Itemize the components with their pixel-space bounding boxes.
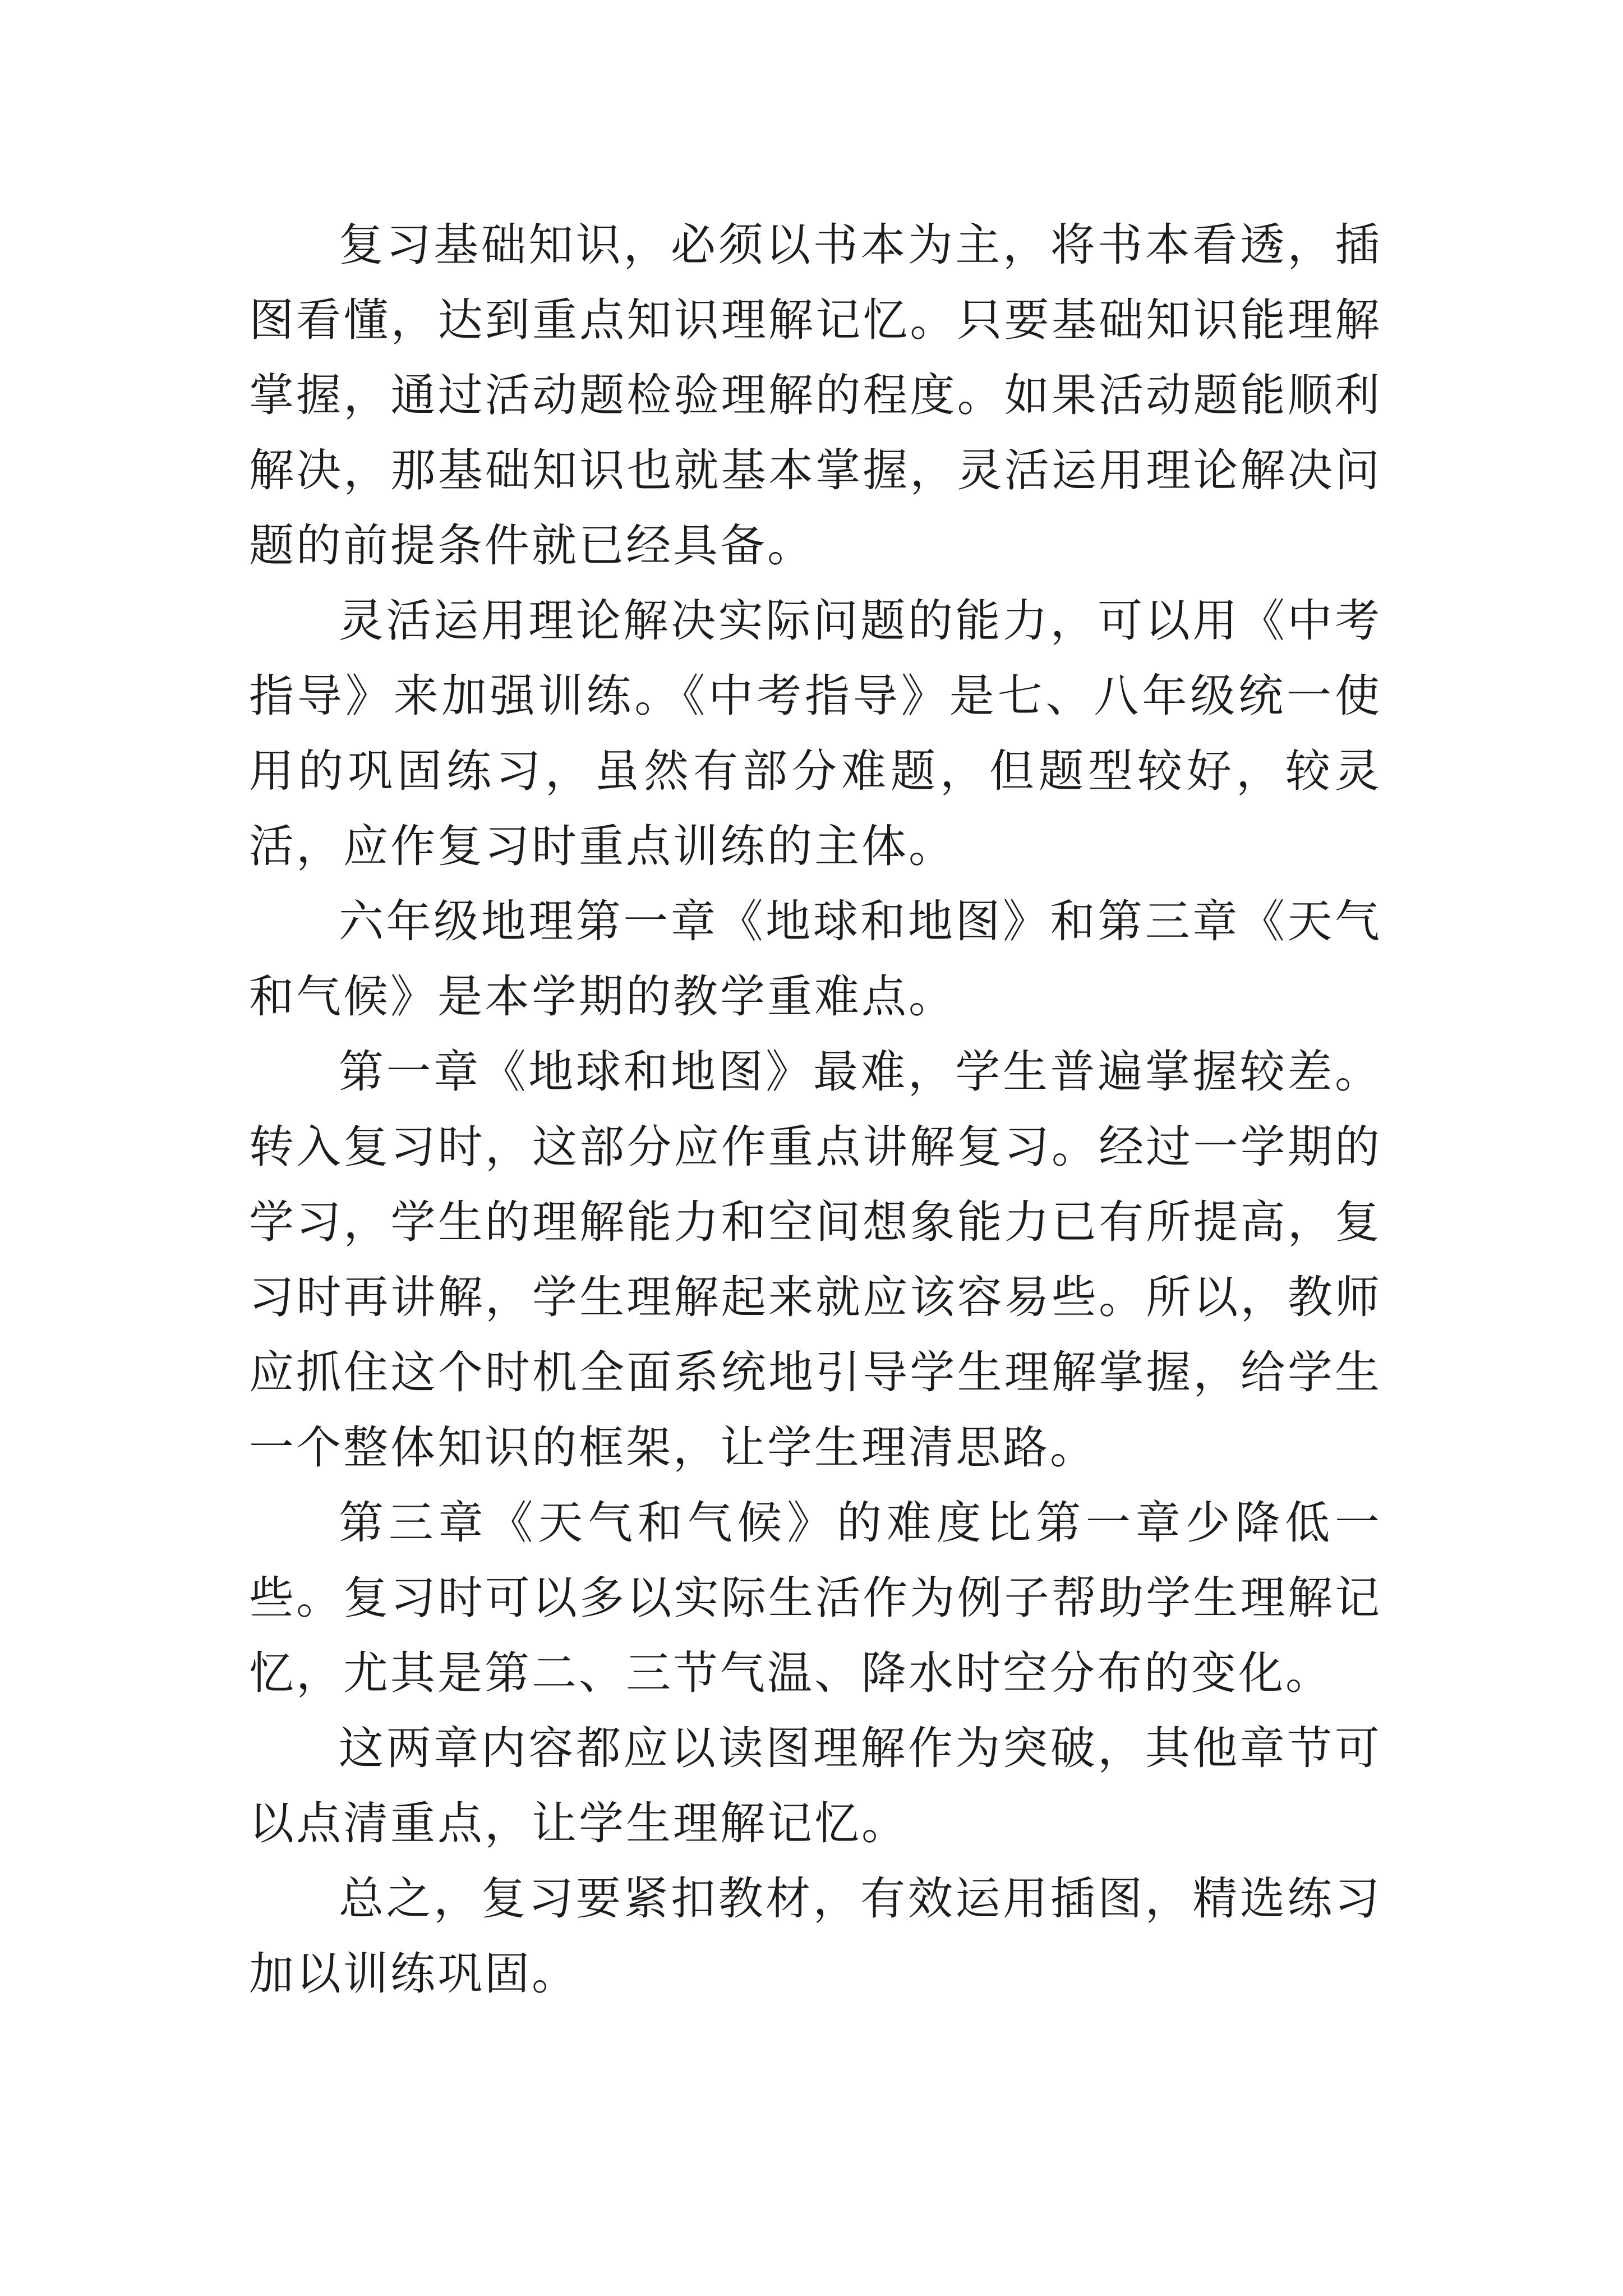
paragraph-practical-ability: 灵活运用理论解决实际问题的能力，可以用《中考指导》来加强训练。《中考指导》是七、八年级统一使用的巩固练习，虽然有部分难题，但题型较好，较灵活，应作复习时重点训练的主体。 <box>249 595 1382 872</box>
paragraph-chapter-one: 第一章《地球和地图》最难，学生普遍掌握较差。转入复习时，这部分应作重点讲解复习。经过一学期的学习，学生的理解能力和空间想象能力已有所提高，复习时再讲解，学生理解起来就应该容易些。所以，教师应抓住这个时机全面系统地引导学生理解掌握，给学生一个整体知识的框架，让学生理清思路。 <box>249 1046 1382 1474</box>
paragraph-chapter-three: 第三章《天气和气候》的难度比第一章少降低一些。复习时可以多以实际生活作为例子帮助学生理解记忆，尤其是第二、三节气温、降水时空分布的变化。 <box>249 1497 1382 1699</box>
paragraph-conclusion: 总之，复习要紧扣教材，有效运用插图，精选练习加以训练巩固。 <box>249 1872 1382 2000</box>
paragraph-key-chapters: 六年级地理第一章《地球和地图》和第三章《天气和气候》是本学期的教学重难点。 <box>249 895 1382 1023</box>
paragraph-basic-knowledge: 复习基础知识，必须以书本为主，将书本看透，插图看懂，达到重点知识理解记忆。只要基础知识能理解掌握，通过活动题检验理解的程度。如果活动题能顺利解决，那基础知识也就基本掌握，灵活运用理论解决问题的前提条件就已经具备。 <box>249 219 1382 572</box>
paragraph-map-reading: 这两章内容都应以读图理解作为突破，其他章节可以点清重点，让学生理解记忆。 <box>249 1722 1382 1849</box>
document-body <box>249 208 1382 2012</box>
